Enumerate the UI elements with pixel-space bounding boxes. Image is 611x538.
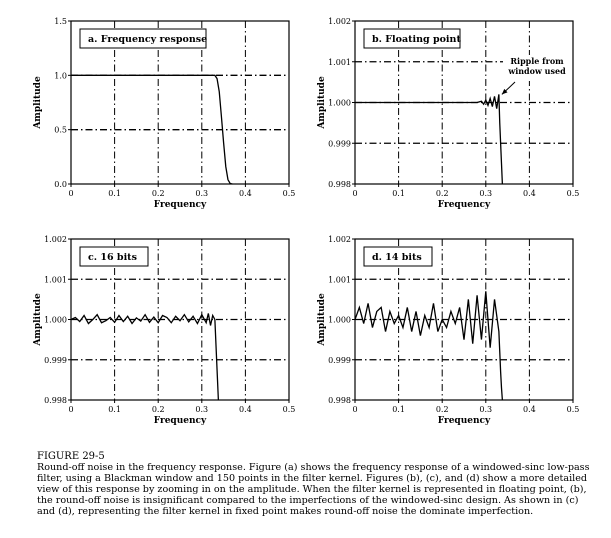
x-axis-label: Frequency <box>437 200 491 210</box>
y-axis-label: Amplitude <box>33 76 43 129</box>
y-tick-label: 0.998 <box>44 396 67 405</box>
x-tick-label: 0.1 <box>392 189 405 198</box>
y-axis-label: Amplitude <box>33 293 43 346</box>
y-tick-label: 0.998 <box>328 396 351 405</box>
x-tick-label: 0.2 <box>435 405 449 414</box>
annotation-text: window used <box>508 66 566 76</box>
figure-label: FIGURE 29-5 <box>37 451 105 462</box>
y-tick-label: 0.999 <box>44 355 67 365</box>
x-tick-label: 0 <box>68 405 74 414</box>
x-tick-label: 0.1 <box>392 405 405 414</box>
series-line <box>355 291 502 400</box>
x-tick-label: 0.5 <box>282 189 296 198</box>
x-tick-label: 0.5 <box>282 405 296 414</box>
x-tick-label: 0.2 <box>151 405 165 414</box>
y-tick-label: 1.5 <box>54 17 67 26</box>
x-tick-label: 0 <box>68 189 74 198</box>
x-tick-label: 0.5 <box>566 189 580 198</box>
y-tick-label: 0.999 <box>328 139 351 149</box>
x-tick-label: 0.2 <box>151 189 165 198</box>
figure-caption <box>37 451 597 517</box>
x-tick-label: 0.4 <box>523 189 536 198</box>
y-tick-label: 0.0 <box>54 180 67 189</box>
x-tick-label: 0.1 <box>108 405 121 414</box>
x-tick-label: 0 <box>352 189 358 198</box>
y-tick-label: 1.000 <box>328 98 351 108</box>
y-tick-label: 0.998 <box>328 180 351 189</box>
chart-panel-d <box>317 235 579 426</box>
x-tick-label: 0.3 <box>195 405 209 414</box>
chart-title: a. Frequency response <box>88 34 208 45</box>
x-axis-label: Frequency <box>153 200 207 210</box>
x-tick-label: 0.4 <box>239 405 252 414</box>
x-tick-label: 0.5 <box>566 405 580 414</box>
y-axis-label: Amplitude <box>317 293 327 346</box>
chart-title: c. 16 bits <box>88 252 137 263</box>
y-tick-label: 0.999 <box>328 355 351 365</box>
x-tick-label: 0.3 <box>479 189 493 198</box>
y-tick-label: 0.5 <box>54 125 67 135</box>
series-line <box>355 94 502 184</box>
chart-panel-c <box>33 235 295 426</box>
y-tick-label: 1.002 <box>328 17 351 26</box>
x-tick-label: 0.1 <box>108 189 121 198</box>
annotation-text: Ripple from <box>510 56 564 66</box>
y-tick-label: 1.000 <box>328 315 351 325</box>
x-tick-label: 0.4 <box>239 189 252 198</box>
y-tick-label: 1.000 <box>44 315 67 325</box>
x-axis-label: Frequency <box>437 416 491 426</box>
x-axis-label: Frequency <box>153 416 207 426</box>
x-tick-label: 0.2 <box>435 189 449 198</box>
y-axis-label: Amplitude <box>317 76 327 129</box>
caption-text: Round-off noise in the frequency response. Figure (a) shows the frequency response of a windowed-sinc low-pass filter, using a Blackman window and 150 points in the filter kernel. Figures (b), (c), and (d) show a more detailed view of this response by zooming in on the amplitude. When the filter kernel is represented in floating point, (b), the round-off noise is insignificant compared to the imperfections of the windowed-sinc design. As shown in (c) and (d), representing the filter kernel in fixed point makes round-off noise the dominate imperfection. <box>37 462 590 517</box>
x-tick-label: 0 <box>352 405 358 414</box>
y-tick-label: 1.0 <box>54 71 67 81</box>
series-line <box>71 313 218 400</box>
x-tick-label: 0.3 <box>479 405 493 414</box>
chart-title: b. Floating point <box>372 34 461 45</box>
y-tick-label: 1.001 <box>328 275 351 285</box>
x-tick-label: 0.3 <box>195 189 209 198</box>
y-tick-label: 1.002 <box>44 235 67 244</box>
y-tick-label: 1.001 <box>44 275 67 285</box>
y-tick-label: 1.002 <box>328 235 351 244</box>
y-tick-label: 1.001 <box>328 57 351 67</box>
x-tick-label: 0.4 <box>523 405 536 414</box>
chart-panel-b <box>317 17 579 210</box>
chart-panel-a <box>33 17 295 210</box>
chart-title: d. 14 bits <box>372 252 422 263</box>
